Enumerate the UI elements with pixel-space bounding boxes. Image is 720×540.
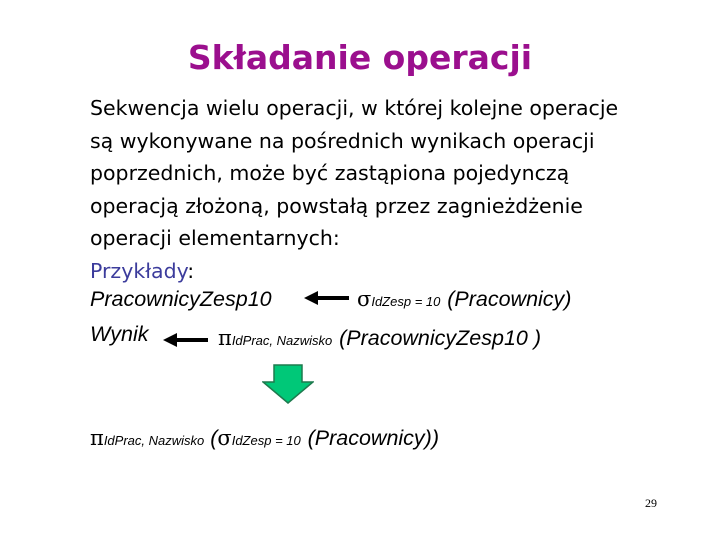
- paragraph-line: są wykonywane na pośrednich wynikach operacji: [90, 128, 595, 153]
- example1-subscript: IdZesp = 10: [371, 294, 441, 309]
- left-arrow-icon: [163, 332, 209, 348]
- down-arrow-icon: [262, 364, 314, 404]
- combined-open-paren: (: [204, 426, 218, 450]
- combined-outer-subscript: IdPrac, Nazwisko: [103, 433, 205, 448]
- example1-result: PracownicyZesp10: [90, 287, 272, 311]
- pi-symbol: π: [90, 426, 104, 450]
- paragraph-line: Sekwencja wielu operacji, w której kolejne operacje: [90, 96, 619, 120]
- examples-label: Przykłady: [90, 258, 188, 283]
- example2-argument: (PracownicyZesp10 ): [339, 326, 542, 350]
- example2-subscript: IdPrac, Nazwisko: [231, 333, 333, 348]
- page-number: 29: [645, 496, 657, 510]
- example2-expression: [218, 326, 541, 351]
- sigma-symbol: σ: [217, 426, 232, 450]
- examples-colon: :: [187, 258, 195, 283]
- example2-result: Wynik: [90, 322, 149, 346]
- combined-inner-subscript: IdZesp = 10: [231, 433, 301, 448]
- paragraph-line: poprzednich, może być zastąpiona pojedynczą: [90, 161, 570, 185]
- example1-argument: (Pracownicy): [447, 287, 572, 311]
- example1-expression: [357, 287, 571, 312]
- pi-symbol: π: [218, 326, 232, 350]
- slide-title: Składanie operacji: [187, 38, 533, 77]
- description-paragraph: [90, 92, 670, 287]
- sigma-symbol: σ: [357, 287, 372, 311]
- combined-expression: [90, 426, 439, 451]
- left-arrow-icon: [304, 290, 350, 306]
- examples-heading: [90, 255, 670, 288]
- paragraph-line: operacji elementarnych:: [90, 226, 340, 250]
- combined-argument: (Pracownicy)): [307, 426, 439, 450]
- paragraph-line: operacją złożoną, powstałą przez zagnieżdżenie: [90, 193, 583, 218]
